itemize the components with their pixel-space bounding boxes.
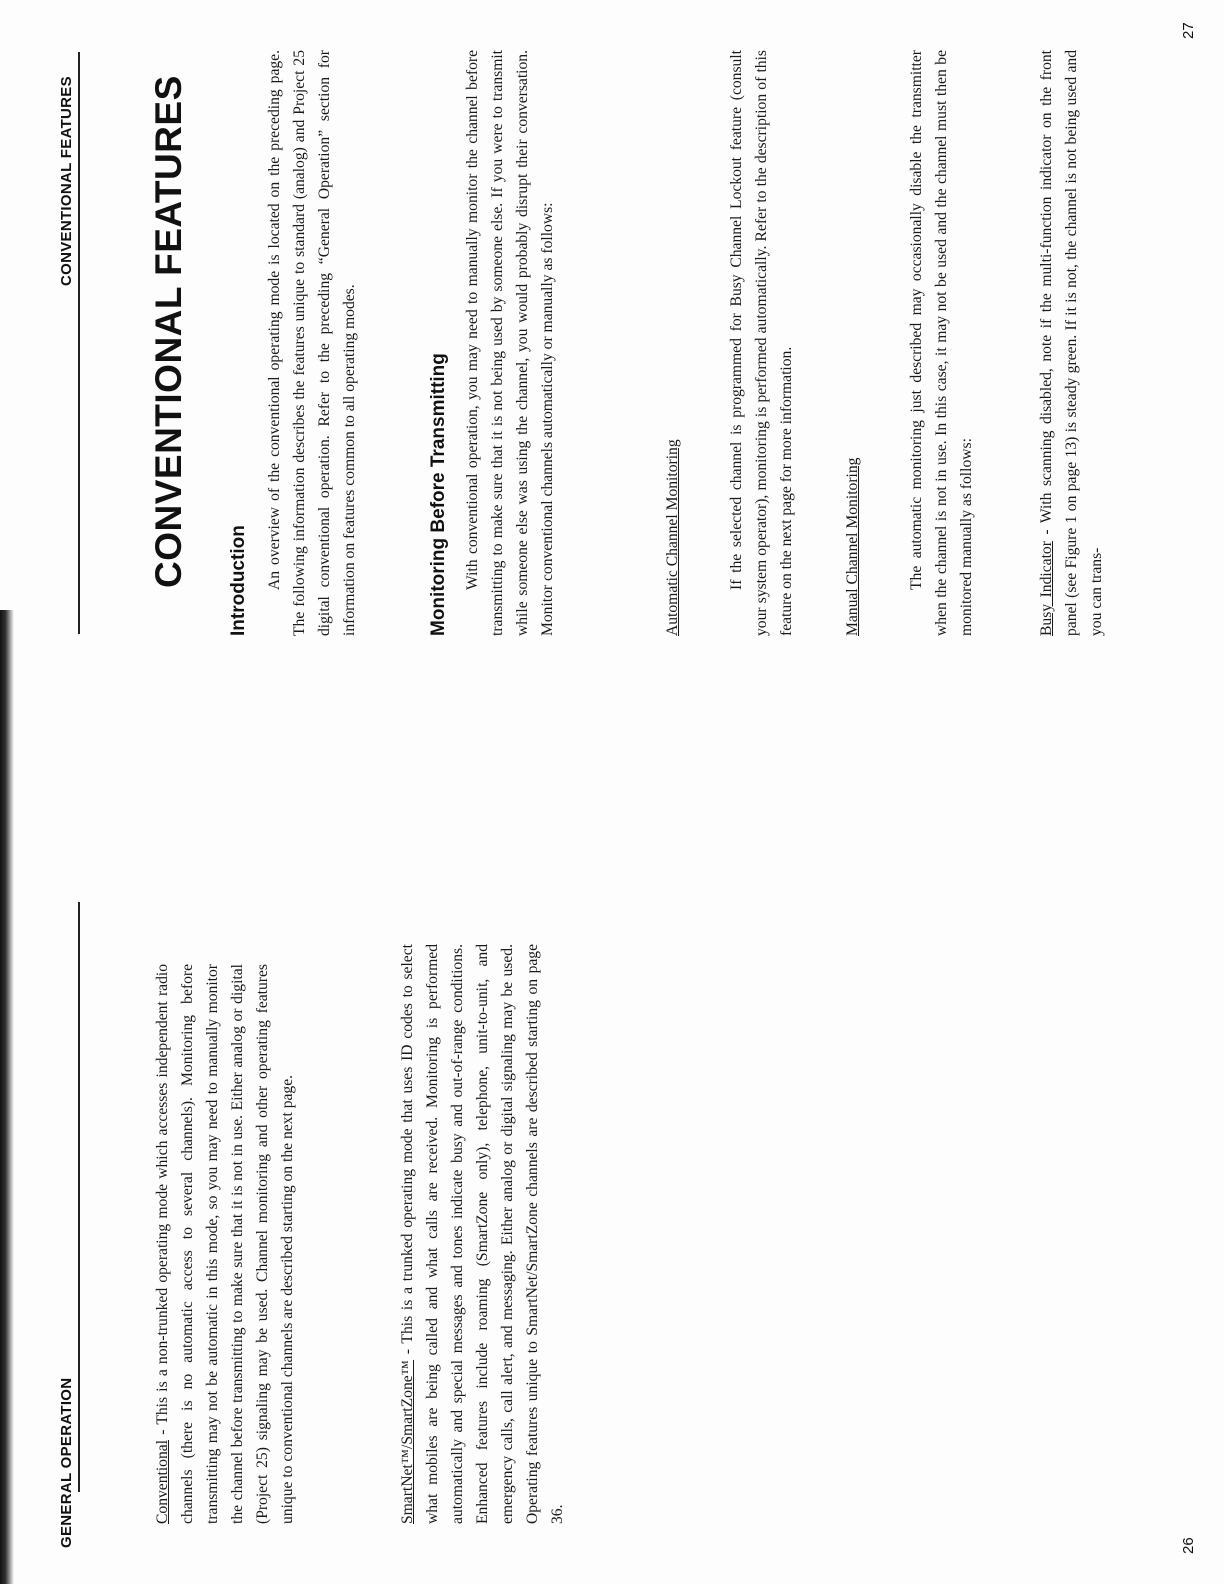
right-page-header: CONVENTIONAL FEATURES — [58, 76, 75, 286]
monitoring-paragraph: With conventional operation, you may need to manually monitor the channel before transmitting to make sure that it is not being used by someone else. If you were to transmit while someone else was using the channel, you would probably disrupt their conversation. Monitor conventional channels automatically or manually as follows: — [464, 50, 556, 636]
page-title: CONVENTIONAL FEATURES — [148, 75, 189, 588]
right-page-number: 27 — [1180, 22, 1197, 39]
smartnet-paragraph — [395, 944, 570, 1524]
conventional-text: - This is a non-trunked operating mode which accesses independent radio channels (there is no automatic access to several channels). Monitoring before transmitting may not be automatic in this mode, so you may need to manually monitor the channel before transmitting to make sure that it is not in use. Either analog or digital (Project 25) signaling may be used. Channel monitoring and other operating features unique to conventional channels are described starting on the next page. — [154, 964, 296, 1524]
smartnet-term: SmartNet™/SmartZone™ — [399, 1360, 416, 1524]
busy-indicator-paragraph — [1034, 50, 1109, 636]
conventional-paragraph — [150, 964, 300, 1524]
manual-heading: Manual Channel Monitoring — [844, 457, 861, 636]
left-header-rule — [78, 902, 80, 1492]
manual-paragraph: The automatic monitoring just described may occasionally disable the transmitter when the channel is not in use. In this case, it may not be used and the channel must then be monitored manually as follows: — [908, 50, 975, 636]
automatic-paragraph: If the selected channel is programmed for Busy Channel Lockout feature (consult your system operator), monitoring is performed automatically. Refer to the description of this feature on the next page for more information. — [728, 50, 795, 636]
busy-indicator-term: Busy Indicator — [1038, 541, 1055, 636]
right-header-rule — [78, 52, 80, 634]
conventional-term: Conventional — [154, 1439, 171, 1524]
left-page-number: 26 — [1180, 1537, 1197, 1554]
monitoring-heading: Monitoring Before Transmitting — [428, 353, 449, 636]
smartnet-text: - This is a trunked operating mode that uses ID codes to select what mobiles are being called and what calls are received. Monitoring is performed automatically and special messages and tones indicate busy and out-of-range conditions. Enhanced features include roaming (SmartZone only), telephone, unit-to-unit, and emergency calls, call alert, and messaging. Either analog or digital signaling may be used. Operating features unique to SmartNet/SmartZone channels are described starting on page 36. — [399, 944, 566, 1524]
busy-indicator-text: - With scanning disabled, note if the multi-function indicator on the front panel (see Figure 1 on page 13) is steady green. If it is not, the channel is not being used and you can trans- — [1038, 50, 1105, 636]
left-page-header: GENERAL OPERATION — [58, 1377, 75, 1548]
automatic-heading: Automatic Channel Monitoring — [664, 439, 681, 636]
introduction-paragraph: An overview of the conventional operating mode is located on the preceding page. The following information describes the features unique to standard (analog) and Project 25 digital conventional operation. Refer to the preceding “General Operation” section for information on features common to all operating modes. — [266, 50, 358, 636]
introduction-heading: Introduction — [228, 525, 249, 636]
